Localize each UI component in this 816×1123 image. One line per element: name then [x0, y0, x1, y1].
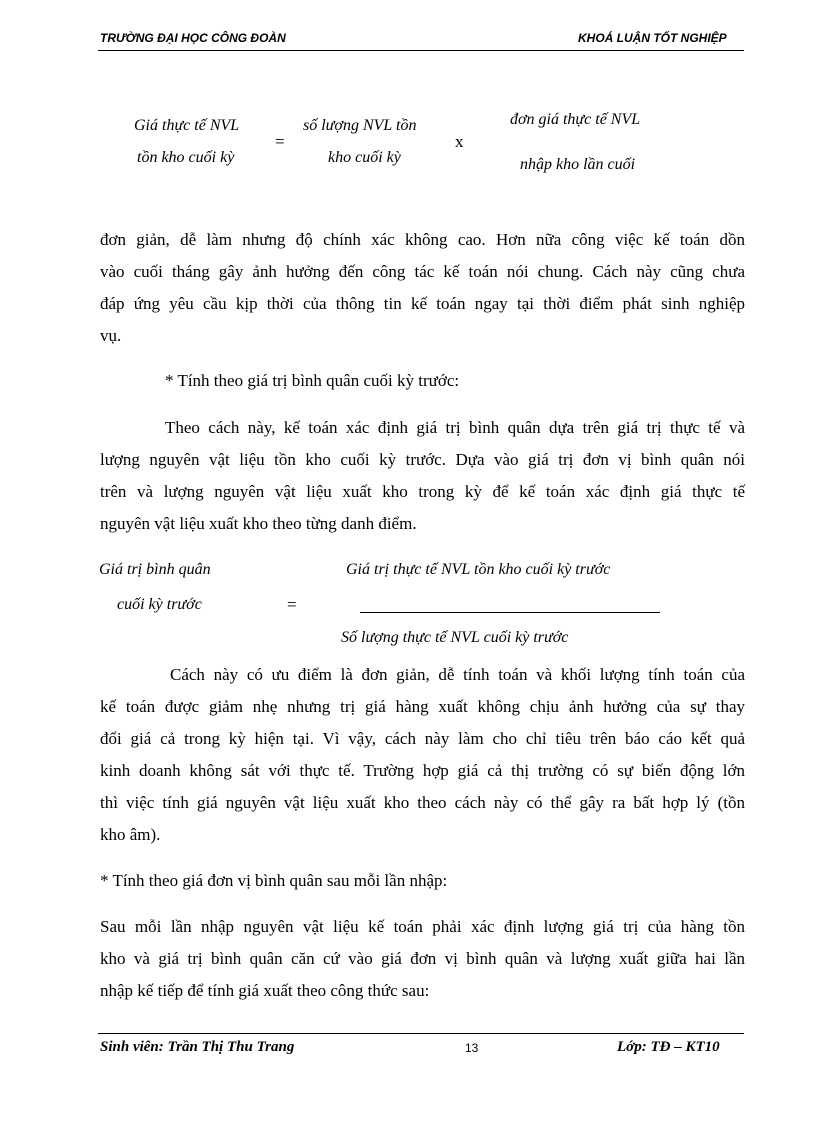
page-number: 13: [465, 1041, 479, 1055]
paragraph-3-line: thì việc tính giá nguyên vật liệu xuất kho theo cách này có thể gây ra bất hợp lý (tồn: [100, 793, 745, 812]
paragraph-1-line: vào cuối tháng gây ảnh hưởng đến công tác kế toán nói chung. Cách này cũng chưa: [100, 262, 745, 281]
header-left: TRƯỜNG ĐẠI HỌC CÔNG ĐOÀN: [100, 31, 286, 45]
formula2-lhs-line2: cuối kỳ trước: [117, 596, 202, 613]
section-heading-moving-average: * Tính theo giá đơn vị bình quân sau mỗi lần nhập:: [100, 871, 448, 890]
paragraph-1-line: đơn giản, dễ làm nhưng độ chính xác không cao. Hơn nữa công việc kế toán dồn: [100, 230, 745, 249]
formula2-fraction-bar: [360, 612, 660, 613]
formula1-lhs-line1: Giá thực tế NVL: [134, 117, 240, 134]
formula2-lhs-line1: Giá trị bình quân: [99, 561, 211, 578]
footer-student-name: Sinh viên: Trần Thị Thu Trang: [100, 1039, 295, 1055]
paragraph-1-line: vụ.: [100, 326, 122, 345]
section-heading-prior-period-average: * Tính theo giá trị bình quân cuối kỳ trước:: [165, 371, 460, 390]
formula2-denominator: Số lượng thực tế NVL cuối kỳ trước: [341, 629, 569, 646]
paragraph-2-line: nguyên vật liệu xuất kho theo từng danh điểm.: [100, 514, 417, 533]
formula2-numerator: Giá trị thực tế NVL tồn kho cuối kỳ trước: [346, 561, 611, 578]
paragraph-2-line: trên và lượng nguyên vật liệu xuất kho trong kỳ để kế toán xác định giá thực tế: [100, 482, 745, 501]
paragraph-2: [100, 412, 745, 540]
formula1-rhs-line1: đơn giá thực tế NVL: [510, 111, 641, 128]
footer-class: Lớp: TĐ – KT10: [617, 1039, 720, 1055]
formula1-rhs-line2: nhập kho lần cuối: [520, 156, 636, 173]
footer-rule: [98, 1033, 744, 1034]
paragraph-1-line: đáp ứng yêu cầu kịp thời của thông tin kế toán ngay tại thời điểm phát sinh nghiệp: [100, 294, 745, 313]
paragraph-1: [100, 224, 745, 352]
header-right: KHOÁ LUẬN TỐT NGHIỆP: [578, 31, 727, 45]
paragraph-4-line: Sau mỗi lần nhập nguyên vật liệu kế toán phải xác định lượng giá trị của hàng tồn: [100, 917, 745, 936]
paragraph-3-line: Cách này có ưu điểm là đơn giản, dễ tính toán và khối lượng tính toán của: [170, 665, 745, 684]
paragraph-4-line: nhập kế tiếp để tính giá xuất theo công thức sau:: [100, 981, 430, 1000]
paragraph-3: [100, 659, 745, 851]
paragraph-3-line: đổi giá cả trong kỳ hiện tại. Vì vậy, cách này làm cho chỉ tiêu trên báo cáo kết quả: [100, 729, 745, 748]
formula1-mid-line2: kho cuối kỳ: [328, 149, 401, 166]
formula1-times: x: [455, 132, 464, 151]
header-rule: [98, 50, 744, 51]
paragraph-4-line: kho và giá trị bình quân căn cứ vào giá đơn vị bình quân và lượng xuất giữa hai lần: [100, 949, 745, 968]
formula1-equals: =: [275, 132, 285, 151]
paragraph-3-line: kinh doanh không sát với thực tế. Trường hợp giá cả thị trường có sự biến động lớn: [100, 761, 745, 780]
paragraph-3-line: kế toán được giảm nhẹ nhưng trị giá hàng xuất không chịu ảnh hưởng của sự thay: [100, 697, 745, 716]
paragraph-3-line: kho âm).: [100, 825, 161, 844]
paragraph-2-line: lượng nguyên vật liệu tồn kho cuối kỳ trước. Dựa vào giá trị đơn vị bình quân nói: [100, 450, 745, 469]
formula1-lhs-line2: tồn kho cuối kỳ: [137, 149, 235, 166]
paragraph-4: [100, 911, 745, 1007]
formula2-equals: =: [287, 595, 297, 614]
paragraph-2-line: Theo cách này, kế toán xác định giá trị bình quân dựa trên giá trị thực tế và: [165, 418, 745, 437]
formula1-mid-line1: số lượng NVL tồn: [303, 117, 417, 134]
